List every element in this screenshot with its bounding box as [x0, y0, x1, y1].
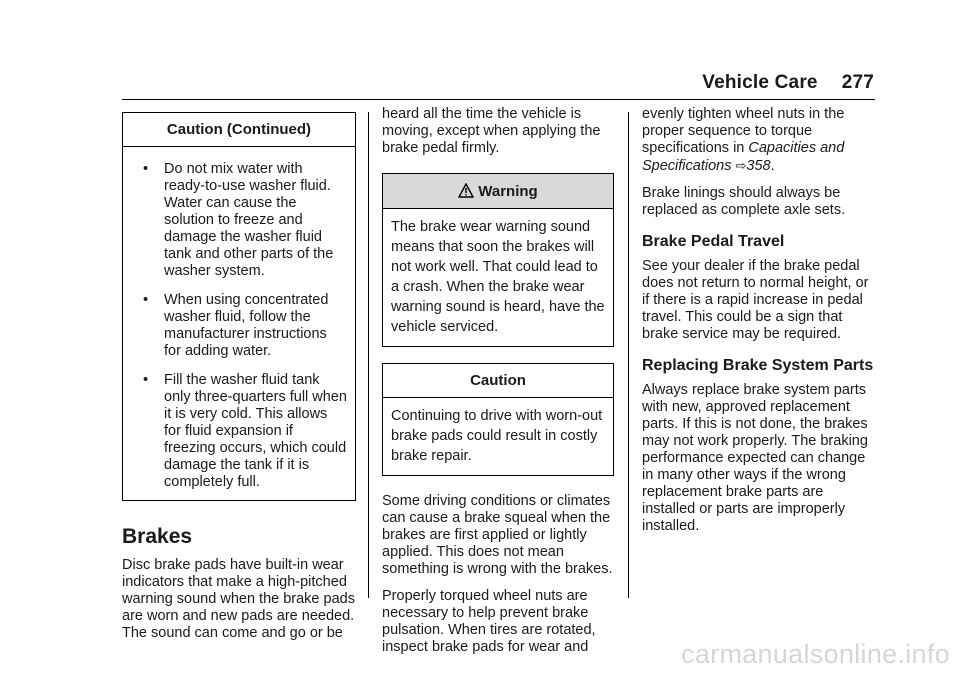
header-rule	[122, 99, 875, 100]
warning-box	[382, 173, 614, 347]
replacing-parts-paragraph: Always replace brake system parts with new, approved replacement parts. If this is not done, the brakes may not work properly. The braking performance expected can change in many other ways if the wrong replacement brake parts are installed or parts are improperly installed.	[642, 382, 868, 534]
capacities-link[interactable]: Capacities and Specifications	[642, 140, 845, 174]
squeal-paragraph: Some driving conditions or climates can cause a brake squeal when the brakes are first applied or lightly applied. This does not mean something is wrong with the brakes.	[382, 493, 613, 577]
column-3	[642, 106, 876, 545]
caution-box	[382, 363, 614, 476]
page-reference[interactable]: 358	[746, 158, 771, 174]
list-item: • When using concentrated washer fluid, follow the manufacturer instructions for adding water.	[143, 292, 329, 359]
brakes-paragraph: Disc brake pads have built-in wear indicators that make a high-pitched warning sound when the brake pads are worn and new pads are needed. The sound can come and go or be	[122, 557, 355, 641]
brake-pedal-heading: Brake Pedal Travel	[642, 233, 785, 250]
warning-body: The brake wear warning sound means that soon the brakes will not work well. That could lead to a crash. When the brake wear warning sound is heard, have the vehicle serviced.	[391, 219, 605, 335]
brake-pedal-paragraph: See your dealer if the brake pedal does not return to normal height, or if there is a rapid increase in pedal travel. This could be a sign that brake service may be required.	[642, 258, 869, 342]
warning-title: Warning	[478, 183, 538, 200]
brakes-heading: Brakes	[122, 525, 193, 548]
torque-paragraph-continued: evenly tighten wheel nuts in the proper sequence to torque specifications in Capacities and Specifications ⇨358.	[642, 106, 845, 174]
watermark: carmanualsonline.info	[681, 639, 950, 669]
list-item: • Fill the washer fluid tank only three-quarters full when it is very cold. This allows for fluid expansion if freezing occurs, which could damage the tank if it is completely full.	[143, 372, 347, 490]
list-item: • Do not mix water with ready-to-use washer fluid. Water can cause the solution to freeze and damage the washer fluid tank and other parts of the washer system.	[143, 161, 334, 279]
section-title: Vehicle Care	[702, 72, 818, 93]
caution-title: Caution	[383, 364, 613, 398]
column-divider-2	[628, 112, 629, 598]
bullet-icon: •	[143, 292, 149, 308]
column-1	[122, 108, 356, 652]
column-divider-1	[368, 112, 369, 598]
column-2	[382, 106, 614, 666]
page-number: 277	[841, 72, 874, 93]
caution-body: Continuing to drive with worn-out brake pads could result in costly brake repair.	[391, 408, 603, 464]
linings-paragraph: Brake linings should always be replaced as complete axle sets.	[642, 185, 846, 218]
page-header	[702, 72, 874, 94]
bullet-icon: •	[143, 161, 149, 177]
brakes-paragraph-continued: heard all the time the vehicle is moving, except when applying the brake pedal firmly.	[382, 106, 601, 156]
caution-continued-title: Caution (Continued)	[123, 113, 355, 147]
torque-paragraph: Properly torqued wheel nuts are necessary to help prevent brake pulsation. When tires are rotated, inspect brake pads for wear and	[382, 588, 596, 655]
bullet-icon: •	[143, 372, 149, 388]
caution-continued-box	[122, 112, 356, 501]
replacing-parts-heading: Replacing Brake System Parts	[642, 357, 874, 374]
warning-triangle-icon	[458, 182, 474, 199]
page-reference-icon: ⇨	[735, 158, 747, 173]
caution-list	[131, 161, 347, 491]
